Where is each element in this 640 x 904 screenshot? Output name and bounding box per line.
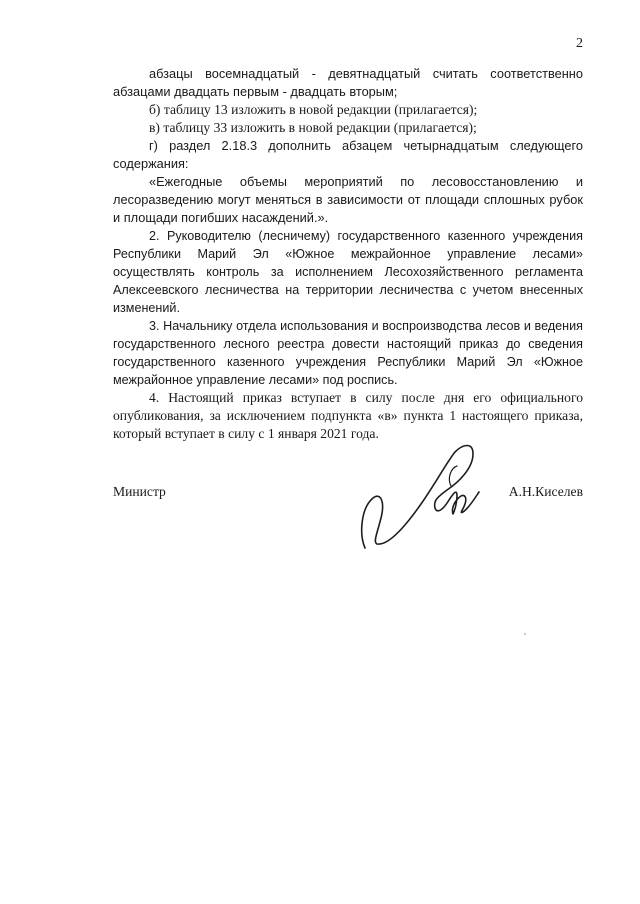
paragraph-clause-3: 3. Начальнику отдела использования и воспроизводства лесов и ведения государственного лесного реестра довести настоящий приказ до сведения государственного казенного учреждения Республики Марий Эл «Южное межрайонное управление лесами» под роспись.: [113, 319, 583, 387]
paragraph-clause-2: 2. Руководителю (лесничему) государственного казенного учреждения Республики Марий Эл «Южное межрайонное управление лесами» осуществлять контроль за исполнением Лесохозяйственного регламента Алексеевского лесничества на территории лесничества с учетом внесенных изменений.: [113, 229, 583, 315]
signatory-name: А.Н.Киселев: [508, 484, 583, 499]
signatory-title: Министр: [113, 484, 166, 499]
paragraph-renumbering: абзацы восемнадцатый - девятнадцатый считать соответственно абзацами двадцать первым - двадцать вторым;: [113, 66, 583, 99]
paragraph-item-b: б) таблицу 13 изложить в новой редакции (прилагается);: [149, 102, 478, 117]
scan-speck: [524, 633, 526, 635]
handwritten-signature: [355, 438, 495, 558]
paragraph-quote: «Ежегодные объемы мероприятий по лесовосстановлению и лесоразведению могут меняться в зависимости от площади сплошных рубок и площади погибших насаждений.».: [113, 174, 583, 225]
signature-block: [113, 484, 583, 504]
paragraph-clause-4: 4. Настоящий приказ вступает в силу после дня его официального опубликования, за исключением подпункта «в» пункта 1 настоящего приказа, который вступает в силу с 1 января 2021 года.: [113, 390, 583, 441]
paragraph-item-g: г) раздел 2.18.3 дополнить абзацем четырнадцатым следующего содержания:: [113, 138, 583, 171]
page-number: 2: [576, 36, 583, 51]
document-body: [113, 65, 583, 443]
paragraph-item-v: в) таблицу 33 изложить в новой редакции (прилагается);: [149, 120, 477, 135]
